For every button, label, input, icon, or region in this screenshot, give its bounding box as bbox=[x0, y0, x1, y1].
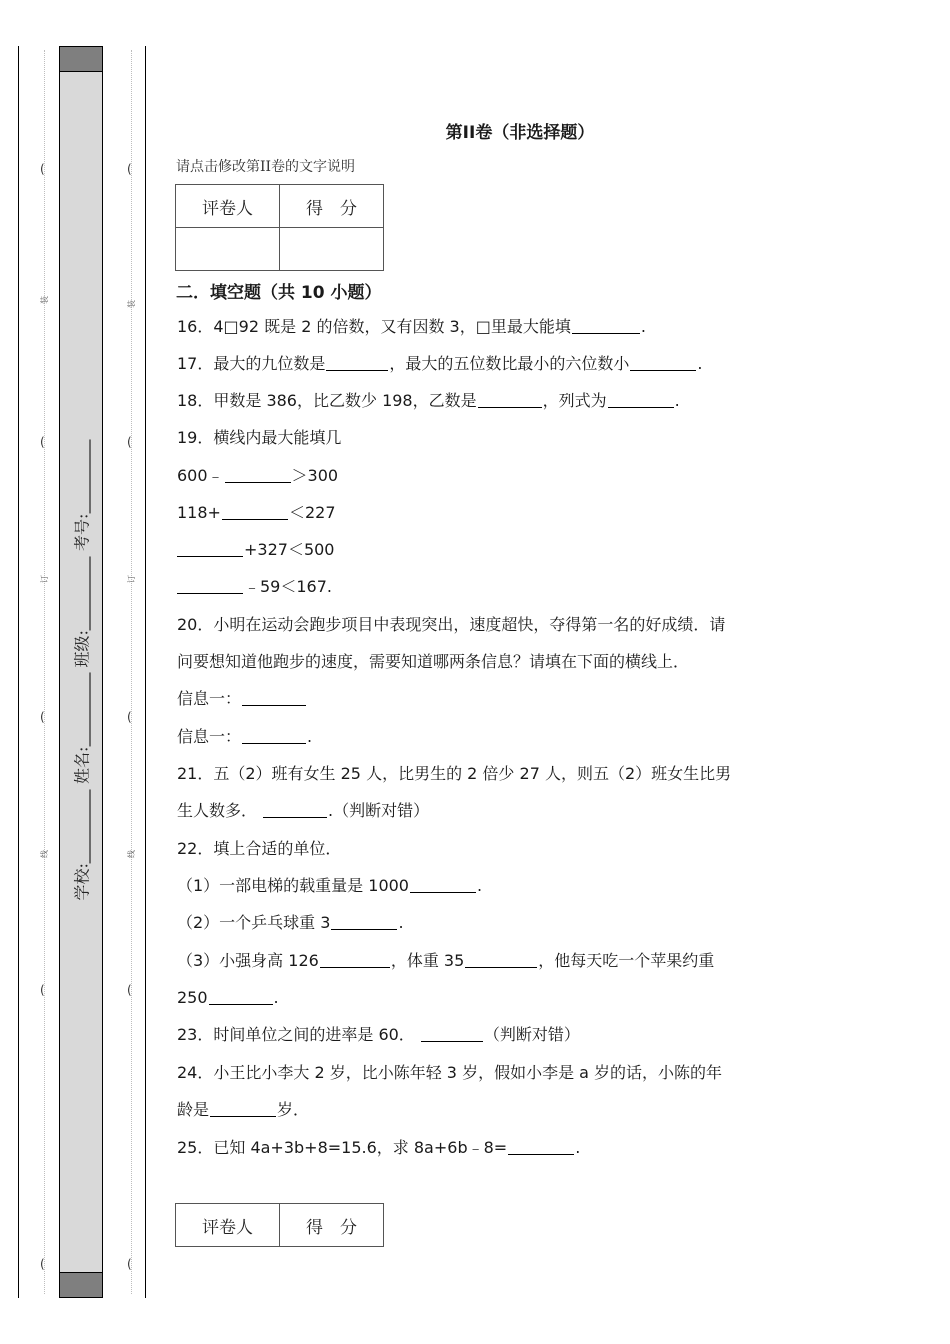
answer-blank[interactable] bbox=[608, 392, 674, 408]
score-header: 得 分 bbox=[280, 185, 384, 228]
question-23: 23．时间单位之间的进率是 60． （判断对错） bbox=[177, 1025, 580, 1044]
question-22-part-2: （2）一个乒乓球重 3 . bbox=[177, 913, 404, 932]
answer-blank[interactable] bbox=[242, 690, 306, 706]
class-field[interactable] bbox=[74, 556, 91, 630]
answer-blank[interactable] bbox=[630, 355, 696, 371]
answer-blank[interactable] bbox=[263, 802, 327, 818]
answer-blank[interactable] bbox=[331, 914, 397, 930]
outer-mark-ding: 订 bbox=[40, 575, 49, 583]
outer-border-line bbox=[18, 46, 19, 1298]
question-24-line-2: 龄是 岁． bbox=[177, 1100, 310, 1119]
school-label: 学校: bbox=[72, 863, 92, 901]
question-20-info-1: 信息一： bbox=[177, 689, 307, 709]
score-header: 得 分 bbox=[280, 1204, 384, 1247]
paper-note[interactable]: 请点击修改第II卷的文字说明 bbox=[176, 159, 356, 175]
inner-dotted-guide bbox=[131, 50, 132, 1294]
question-19-line-1: 600﹣ ＞300 bbox=[177, 466, 339, 485]
binding-hole-mark: ( bbox=[127, 162, 132, 176]
question-22-part-1: （1）一部电梯的载重量是 1000 . bbox=[177, 876, 483, 895]
answer-blank[interactable] bbox=[320, 952, 390, 968]
exam-no-label: 考号: bbox=[72, 513, 92, 551]
binding-hole-mark: ( bbox=[127, 983, 132, 997]
score-table-bottom bbox=[175, 1203, 384, 1247]
question-22-part-3: （3）小强身高 126 ，体重 35 ，他每天吃一个苹果约重 bbox=[177, 951, 715, 970]
binding-hole-mark: ( bbox=[40, 162, 45, 176]
binding-hole-mark: ( bbox=[127, 710, 132, 724]
question-19-stem: 19．横线内最大能填几 bbox=[177, 428, 342, 447]
outer-mark-zhuang: 装 bbox=[40, 296, 49, 304]
binding-strip-top-cap bbox=[59, 46, 103, 72]
outer-dotted-guide bbox=[44, 50, 45, 1294]
score-cell[interactable] bbox=[280, 228, 384, 271]
grader-header: 评卷人 bbox=[176, 1204, 280, 1247]
answer-blank[interactable] bbox=[572, 318, 640, 334]
binding-hole-mark: ( bbox=[40, 983, 45, 997]
question-20-line-2: 问要想知道他跑步的速度，需要知道哪两条信息？请填在下面的横线上． bbox=[177, 652, 690, 671]
binding-hole-mark: ( bbox=[127, 1257, 132, 1271]
score-table-top bbox=[175, 184, 384, 271]
class-label: 班级: bbox=[72, 630, 92, 668]
question-16: 16．4□92 既是 2 的倍数，又有因数 3，□里最大能填 . bbox=[177, 317, 646, 336]
binding-hole-mark: ( bbox=[127, 435, 132, 449]
name-label: 姓名: bbox=[72, 746, 92, 784]
name-field[interactable] bbox=[74, 673, 91, 747]
exam-no-field[interactable] bbox=[74, 440, 91, 514]
question-19-line-2: 118+ ＜227 bbox=[177, 503, 336, 522]
inner-border-line bbox=[145, 46, 146, 1298]
answer-blank[interactable] bbox=[478, 392, 542, 408]
answer-blank[interactable] bbox=[177, 541, 243, 557]
answer-blank[interactable] bbox=[222, 504, 288, 520]
question-19-line-3: +327＜500 bbox=[177, 540, 335, 560]
question-17: 17．最大的九位数是 ，最大的五位数比最小的六位数小 . bbox=[177, 354, 703, 373]
grader-header: 评卷人 bbox=[176, 185, 280, 228]
inner-mark-xian: 线 bbox=[127, 850, 136, 858]
grader-cell[interactable] bbox=[176, 228, 280, 271]
question-21-line-1: 21．五（2）班有女生 25 人，比男生的 2 倍少 27 人，则五（2）班女生比男 bbox=[177, 764, 732, 783]
question-18: 18．甲数是 386，比乙数少 198，乙数是 ，列式为 . bbox=[177, 391, 680, 410]
answer-blank[interactable] bbox=[242, 728, 306, 744]
answer-blank[interactable] bbox=[177, 578, 243, 594]
answer-blank[interactable] bbox=[508, 1139, 574, 1155]
answer-blank[interactable] bbox=[410, 877, 476, 893]
answer-blank[interactable] bbox=[210, 1101, 276, 1117]
question-20-line-1: 20．小明在运动会跑步项目中表现突出，速度超快，夺得第一名的好成绩．请 bbox=[177, 615, 726, 634]
binding-strip-bottom-cap bbox=[59, 1272, 103, 1298]
outer-mark-xian: 线 bbox=[40, 850, 49, 858]
paper-title: 第II卷（非选择题） bbox=[445, 123, 595, 143]
answer-blank[interactable] bbox=[225, 467, 291, 483]
inner-mark-ding: 订 bbox=[127, 575, 136, 583]
question-25: 25．已知 4a+3b+8=15.6，求 8a+6b﹣8= . bbox=[177, 1138, 581, 1157]
question-19-line-4: ﹣59＜167. bbox=[177, 577, 332, 597]
binding-hole-mark: ( bbox=[40, 1257, 45, 1271]
binding-hole-mark: ( bbox=[40, 710, 45, 724]
answer-blank[interactable] bbox=[326, 355, 388, 371]
answer-blank[interactable] bbox=[465, 952, 537, 968]
inner-mark-zhuang: 装 bbox=[127, 300, 136, 308]
answer-blank[interactable] bbox=[421, 1026, 483, 1042]
question-20-info-2: 信息一： . bbox=[177, 727, 313, 746]
school-field[interactable] bbox=[74, 789, 91, 863]
question-24-line-1: 24．小王比小李大 2 岁，比小陈年轻 3 岁，假如小李是 a 岁的话，小陈的年 bbox=[177, 1063, 723, 1082]
binding-hole-mark: ( bbox=[40, 435, 45, 449]
question-22-part-3-cont: 250 . bbox=[177, 988, 279, 1007]
question-21-line-2: 生人数多． .（判断对错） bbox=[177, 801, 430, 820]
answer-blank[interactable] bbox=[209, 989, 273, 1005]
question-22-stem: 22．填上合适的单位． bbox=[177, 839, 342, 858]
section-title: 二．填空题（共 10 小题） bbox=[176, 283, 382, 303]
student-info-fields bbox=[70, 440, 93, 901]
